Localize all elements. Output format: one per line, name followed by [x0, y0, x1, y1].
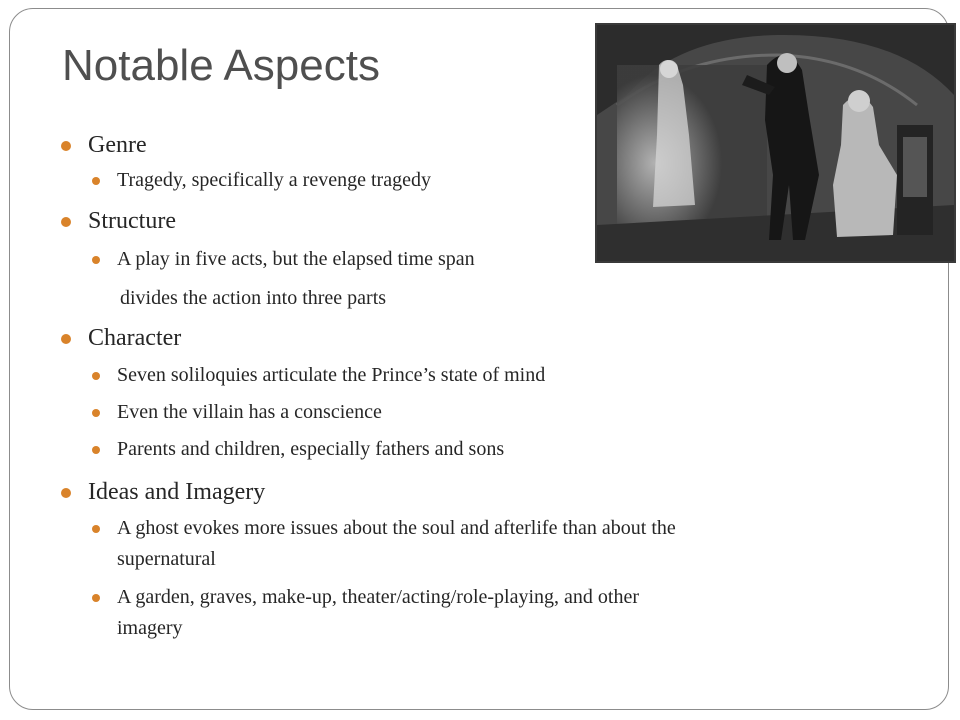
sub-bullet-text: A garden, graves, make-up, theater/acting/role-playing, and other [117, 586, 640, 608]
sub-bullet-text: divides the action into three parts [120, 287, 387, 309]
sub-bullet-marker [92, 409, 100, 417]
sub-bullet-marker [92, 594, 100, 602]
sub-bullet-text: A play in five acts, but the elapsed time span [117, 248, 475, 270]
sub-bullet-text: Seven soliloquies articulate the Prince’s state of mind [117, 364, 546, 386]
bullet-marker [61, 217, 71, 227]
heading-character: Character [88, 325, 182, 351]
sub-bullet-text: Even the villain has a conscience [117, 401, 382, 423]
sub-bullet-text: imagery [117, 617, 183, 639]
heading-genre: Genre [88, 132, 147, 158]
bullet-marker [61, 334, 71, 344]
sub-bullet-marker [92, 372, 100, 380]
sub-bullet-text: supernatural [117, 548, 216, 570]
sub-bullet-marker [92, 177, 100, 185]
slide-title: Notable Aspects [62, 41, 380, 90]
sub-bullet-text: Parents and children, especially fathers and sons [117, 438, 505, 460]
sub-bullet-marker [92, 525, 100, 533]
sub-bullet-text: A ghost evokes more issues about the soul and afterlife than about the [117, 517, 676, 539]
bullet-marker [61, 488, 71, 498]
heading-ideas-and-imagery: Ideas and Imagery [88, 479, 266, 505]
bullet-marker [61, 141, 71, 151]
heading-structure: Structure [88, 208, 176, 234]
sub-bullet-marker [92, 446, 100, 454]
sub-bullet-marker [92, 256, 100, 264]
sub-bullet-text: Tragedy, specifically a revenge tragedy [117, 169, 431, 191]
hamlet-ghost-illustration [595, 23, 956, 263]
